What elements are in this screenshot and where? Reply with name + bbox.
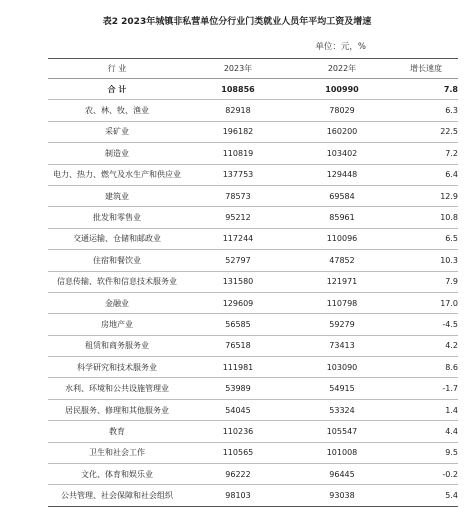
- industry-cell: 交通运输、仓储和邮政业: [48, 228, 186, 249]
- value-2022-cell: 110096: [290, 228, 394, 249]
- value-2022-cell: 53324: [290, 399, 394, 420]
- growth-cell: 5.4: [394, 485, 458, 506]
- wage-table: [48, 58, 458, 507]
- table-row: [48, 250, 458, 271]
- value-2022-cell: 160200: [290, 121, 394, 142]
- value-2023-cell: 52797: [186, 250, 290, 271]
- industry-cell: 制造业: [48, 143, 186, 164]
- table-row: [48, 485, 458, 506]
- growth-cell: 1.4: [394, 399, 458, 420]
- value-2023-cell: 110819: [186, 143, 290, 164]
- total-row: [48, 79, 458, 100]
- industry-cell: 农、林、牧、渔业: [48, 100, 186, 121]
- growth-cell: 4.4: [394, 421, 458, 442]
- total-label: 合 计: [48, 79, 186, 100]
- table-row: [48, 100, 458, 121]
- value-2022-cell: 85961: [290, 207, 394, 228]
- growth-cell: -1.7: [394, 378, 458, 399]
- industry-cell: 信息传输、软件和信息技术服务业: [48, 271, 186, 292]
- value-2022-cell: 93038: [290, 485, 394, 506]
- growth-cell: 6.3: [394, 100, 458, 121]
- growth-cell: -0.2: [394, 464, 458, 485]
- industry-cell: 公共管理、社会保障和社会组织: [48, 485, 186, 506]
- value-2023-cell: 111981: [186, 357, 290, 378]
- table-row: [48, 292, 458, 313]
- industry-cell: 文化、体育和娱乐业: [48, 464, 186, 485]
- header-2023: 2023年: [186, 59, 290, 79]
- industry-cell: 房地产业: [48, 314, 186, 335]
- industry-cell: 水利、环境和公共设施管理业: [48, 378, 186, 399]
- value-2023-cell: 98103: [186, 485, 290, 506]
- growth-cell: 22.5: [394, 121, 458, 142]
- growth-cell: 10.3: [394, 250, 458, 271]
- value-2022-cell: 101008: [290, 442, 394, 463]
- industry-cell: 住宿和餐饮业: [48, 250, 186, 271]
- growth-cell: 4.2: [394, 335, 458, 356]
- table-row: [48, 164, 458, 185]
- value-2022-cell: 96445: [290, 464, 394, 485]
- table-row: [48, 335, 458, 356]
- table-row: [48, 357, 458, 378]
- value-2022-cell: 103090: [290, 357, 394, 378]
- value-2023-cell: 76518: [186, 335, 290, 356]
- table-row: [48, 207, 458, 228]
- industry-cell: 卫生和社会工作: [48, 442, 186, 463]
- value-2022-cell: 47852: [290, 250, 394, 271]
- value-2022-cell: 69584: [290, 185, 394, 206]
- value-2022-cell: 121971: [290, 271, 394, 292]
- header-industry: 行 业: [48, 59, 186, 79]
- value-2022-cell: 59279: [290, 314, 394, 335]
- industry-cell: 建筑业: [48, 185, 186, 206]
- value-2023-cell: 117244: [186, 228, 290, 249]
- value-2022-cell: 78029: [290, 100, 394, 121]
- table-row: [48, 121, 458, 142]
- header-row: [48, 59, 458, 79]
- industry-cell: 金融业: [48, 292, 186, 313]
- value-2023-cell: 129609: [186, 292, 290, 313]
- value-2023-cell: 110236: [186, 421, 290, 442]
- industry-cell: 租赁和商务服务业: [48, 335, 186, 356]
- value-2022-cell: 73413: [290, 335, 394, 356]
- value-2023-cell: 110565: [186, 442, 290, 463]
- industry-cell: 居民服务、修理和其他服务业: [48, 399, 186, 420]
- growth-cell: -4.5: [394, 314, 458, 335]
- industry-cell: 采矿业: [48, 121, 186, 142]
- value-2022-cell: 129448: [290, 164, 394, 185]
- industry-cell: 批发和零售业: [48, 207, 186, 228]
- table-row: [48, 314, 458, 335]
- value-2023-cell: 137753: [186, 164, 290, 185]
- growth-cell: 7.2: [394, 143, 458, 164]
- table-row: [48, 185, 458, 206]
- table-row: [48, 421, 458, 442]
- value-2023-cell: 82918: [186, 100, 290, 121]
- total-growth: 7.8: [394, 79, 458, 100]
- growth-cell: 17.0: [394, 292, 458, 313]
- growth-cell: 7.9: [394, 271, 458, 292]
- total-2022: 100990: [290, 79, 394, 100]
- value-2023-cell: 53989: [186, 378, 290, 399]
- value-2023-cell: 95212: [186, 207, 290, 228]
- header-growth: 增长速度: [394, 59, 458, 79]
- table-row: [48, 143, 458, 164]
- table-row: [48, 464, 458, 485]
- value-2023-cell: 96222: [186, 464, 290, 485]
- value-2023-cell: 56585: [186, 314, 290, 335]
- table-row: [48, 378, 458, 399]
- growth-cell: 10.8: [394, 207, 458, 228]
- growth-cell: 9.5: [394, 442, 458, 463]
- industry-cell: 科学研究和技术服务业: [48, 357, 186, 378]
- value-2023-cell: 196182: [186, 121, 290, 142]
- value-2022-cell: 103402: [290, 143, 394, 164]
- value-2023-cell: 54045: [186, 399, 290, 420]
- industry-cell: 教育: [48, 421, 186, 442]
- value-2023-cell: 78573: [186, 185, 290, 206]
- table-row: [48, 399, 458, 420]
- industry-cell: 电力、热力、燃气及水生产和供应业: [48, 164, 186, 185]
- value-2023-cell: 131580: [186, 271, 290, 292]
- growth-cell: 6.4: [394, 164, 458, 185]
- total-2023: 108856: [186, 79, 290, 100]
- table-row: [48, 228, 458, 249]
- growth-cell: 8.6: [394, 357, 458, 378]
- value-2022-cell: 110798: [290, 292, 394, 313]
- growth-cell: 6.5: [394, 228, 458, 249]
- value-2022-cell: 54915: [290, 378, 394, 399]
- header-2022: 2022年: [290, 59, 394, 79]
- growth-cell: 12.9: [394, 185, 458, 206]
- table-row: [48, 271, 458, 292]
- unit-note: 单位：元，%: [315, 42, 366, 52]
- table-row: [48, 442, 458, 463]
- table-title: 表2 2023年城镇非私营单位分行业门类就业人员年平均工资及增速: [102, 17, 372, 27]
- value-2022-cell: 105547: [290, 421, 394, 442]
